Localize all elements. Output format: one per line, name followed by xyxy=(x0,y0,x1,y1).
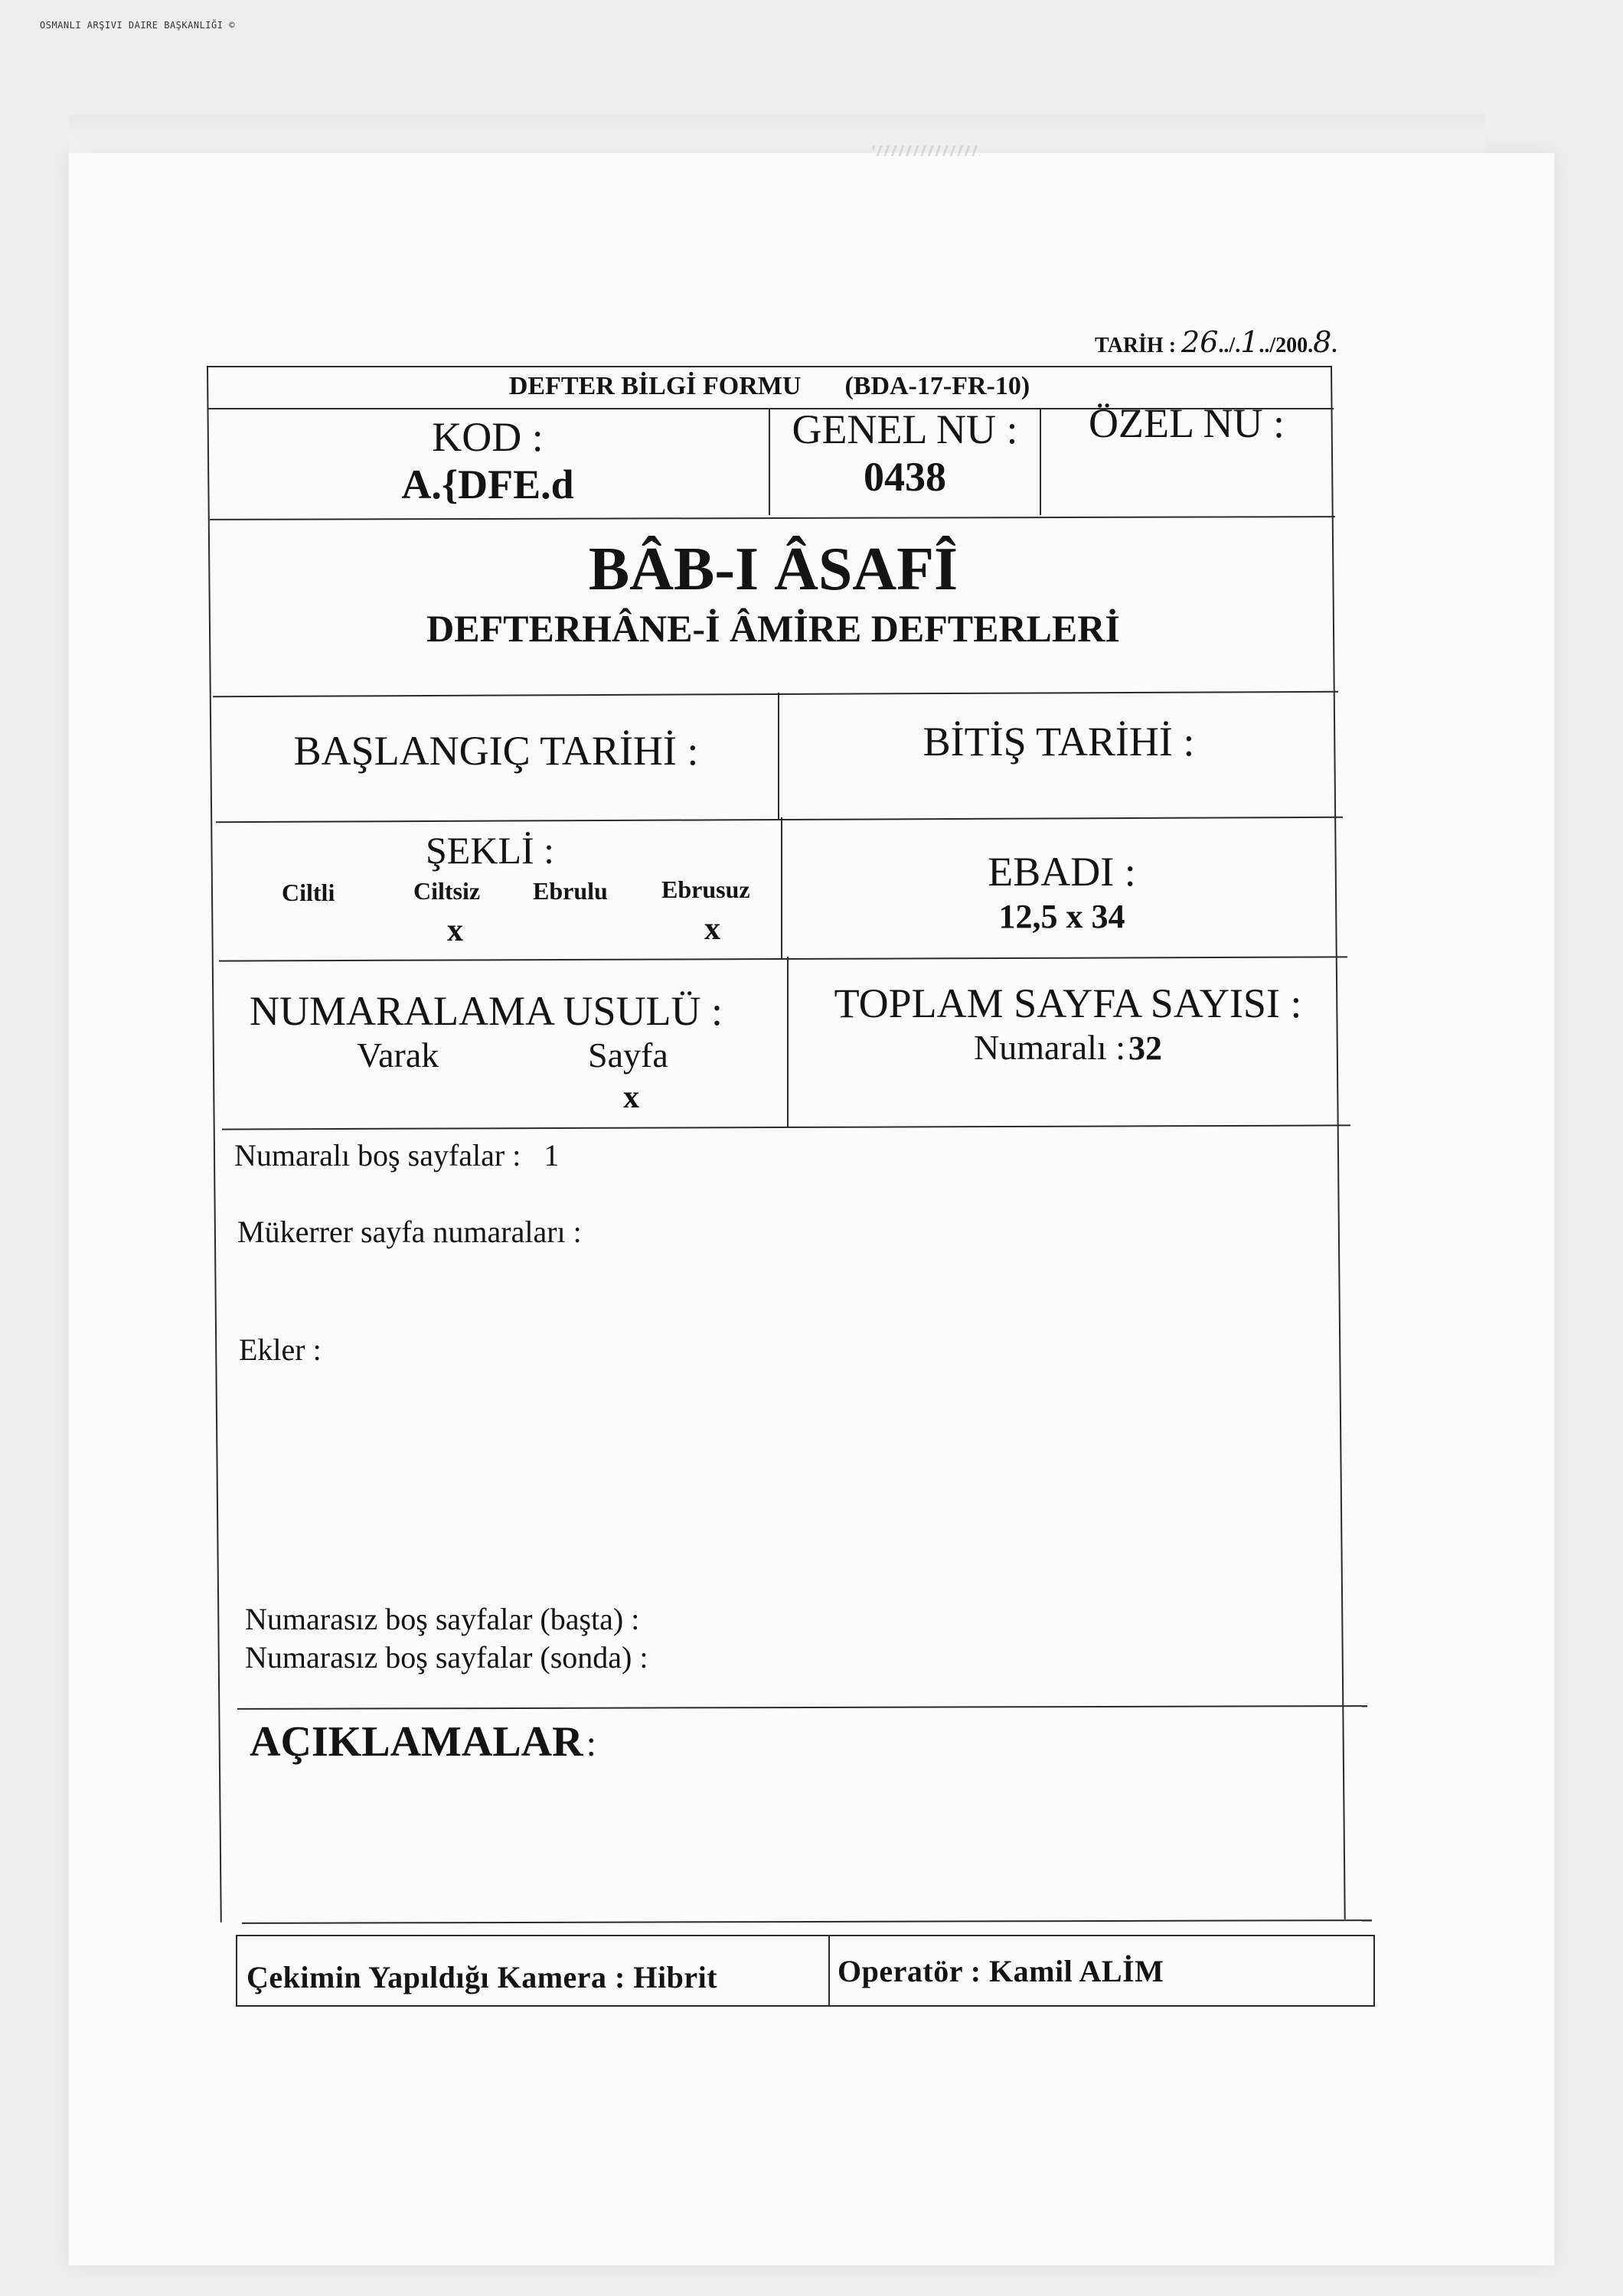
sekli-option-ebrusuz: Ebrusuz xyxy=(661,876,750,903)
kod-label: KOD : xyxy=(432,414,544,460)
kod-value: A.{DFE.d xyxy=(401,461,574,507)
form-title xyxy=(207,372,1332,401)
toplam-sayfa-cell xyxy=(789,980,1347,1068)
date-year-suffix: 8 xyxy=(1313,325,1332,359)
aciklamalar-colon: : xyxy=(586,1724,596,1764)
toplam-sayfa-value: 32 xyxy=(1128,1029,1162,1067)
ozel-nu-label: ÖZEL NU : xyxy=(1089,400,1285,446)
numaralama-option-sayfa: Sayfa xyxy=(588,1035,668,1075)
heading-sub: DEFTERHÂNE-İ ÂMİRE DEFTERLERİ xyxy=(426,607,1120,650)
ebadi-value: 12,5 x 34 xyxy=(998,898,1125,935)
sekli-mark-ebrusuz: x xyxy=(704,912,720,947)
genel-nu-value: 0438 xyxy=(864,454,946,500)
heading-cell xyxy=(214,536,1332,651)
date-label: TARİH : xyxy=(1095,334,1177,357)
numarasiz-sonda: Numarasız boş sayfalar (sonda) : xyxy=(245,1640,648,1675)
numarali-bos-sayfalar xyxy=(234,1137,559,1173)
form-title-text: DEFTER BİLGİ FORMU xyxy=(508,372,802,400)
operator-info: Operatör : Kamil ALİM xyxy=(838,1954,1164,1988)
sekli-option-ebrulu: Ebrulu xyxy=(533,877,608,905)
sekli-label: ŞEKLİ : xyxy=(426,829,555,872)
baslangic-tarihi-label: BAŞLANGIÇ TARİHİ : xyxy=(293,728,699,774)
numaralama-mark-sayfa: x xyxy=(623,1080,639,1115)
numarali-bos-label: Numaralı boş sayfalar : xyxy=(234,1138,521,1172)
date-day: 26 xyxy=(1181,325,1219,359)
numaralama-usulu-label: NUMARALAMA USULÜ : xyxy=(250,988,723,1034)
ozel-nu-cell xyxy=(1041,400,1332,447)
sekli-option-ciltli: Ciltli xyxy=(282,879,335,906)
bitis-tarihi-label: BİTİŞ TARİHİ : xyxy=(923,719,1195,765)
numarasiz-basta: Numarasız boş sayfalar (başta) : xyxy=(245,1602,640,1636)
aciklamalar-title: AÇIKLAMALAR xyxy=(250,1718,583,1766)
date-year-prefix: /200 xyxy=(1269,334,1308,357)
genel-nu-label: GENEL NU : xyxy=(792,406,1018,452)
date-month: 1 xyxy=(1240,325,1259,359)
aciklamalar-label xyxy=(250,1717,596,1766)
genel-nu-cell xyxy=(770,406,1040,501)
date-row: TARİH : 26../.1../200.8. xyxy=(1095,325,1337,359)
archive-stamp: OSMANLI ARŞIVI DAIRE BAŞKANLIĞI © xyxy=(40,20,235,31)
numaralama-option-varak: Varak xyxy=(357,1035,439,1075)
ebadi-label: EBADI : xyxy=(988,849,1136,895)
form-code: (BDA-17-FR-10) xyxy=(844,372,1030,400)
ekler-label: Ekler : xyxy=(239,1332,322,1367)
heading-main: BÂB-I ÂSAFÎ xyxy=(588,536,958,603)
kod-cell xyxy=(208,413,767,508)
baslangic-tarihi-cell xyxy=(216,727,776,775)
camera-info: Çekimin Yapıldığı Kamera : Hibrit xyxy=(247,1960,718,1994)
toplam-sayfa-sublabel: Numaralı : xyxy=(974,1028,1125,1067)
ebadi-cell xyxy=(782,848,1341,936)
smudge-mark xyxy=(873,145,980,156)
bitis-tarihi-cell xyxy=(779,718,1338,765)
sekli-mark-ciltsiz: x xyxy=(447,913,463,948)
numarali-bos-value: 1 xyxy=(544,1138,560,1172)
sekli-option-ciltsiz: Ciltsiz xyxy=(413,877,481,905)
toplam-sayfa-label: TOPLAM SAYFA SAYISI : xyxy=(834,980,1302,1026)
mukerrer-sayfa-numaralari: Mükerrer sayfa numaraları : xyxy=(237,1215,582,1249)
